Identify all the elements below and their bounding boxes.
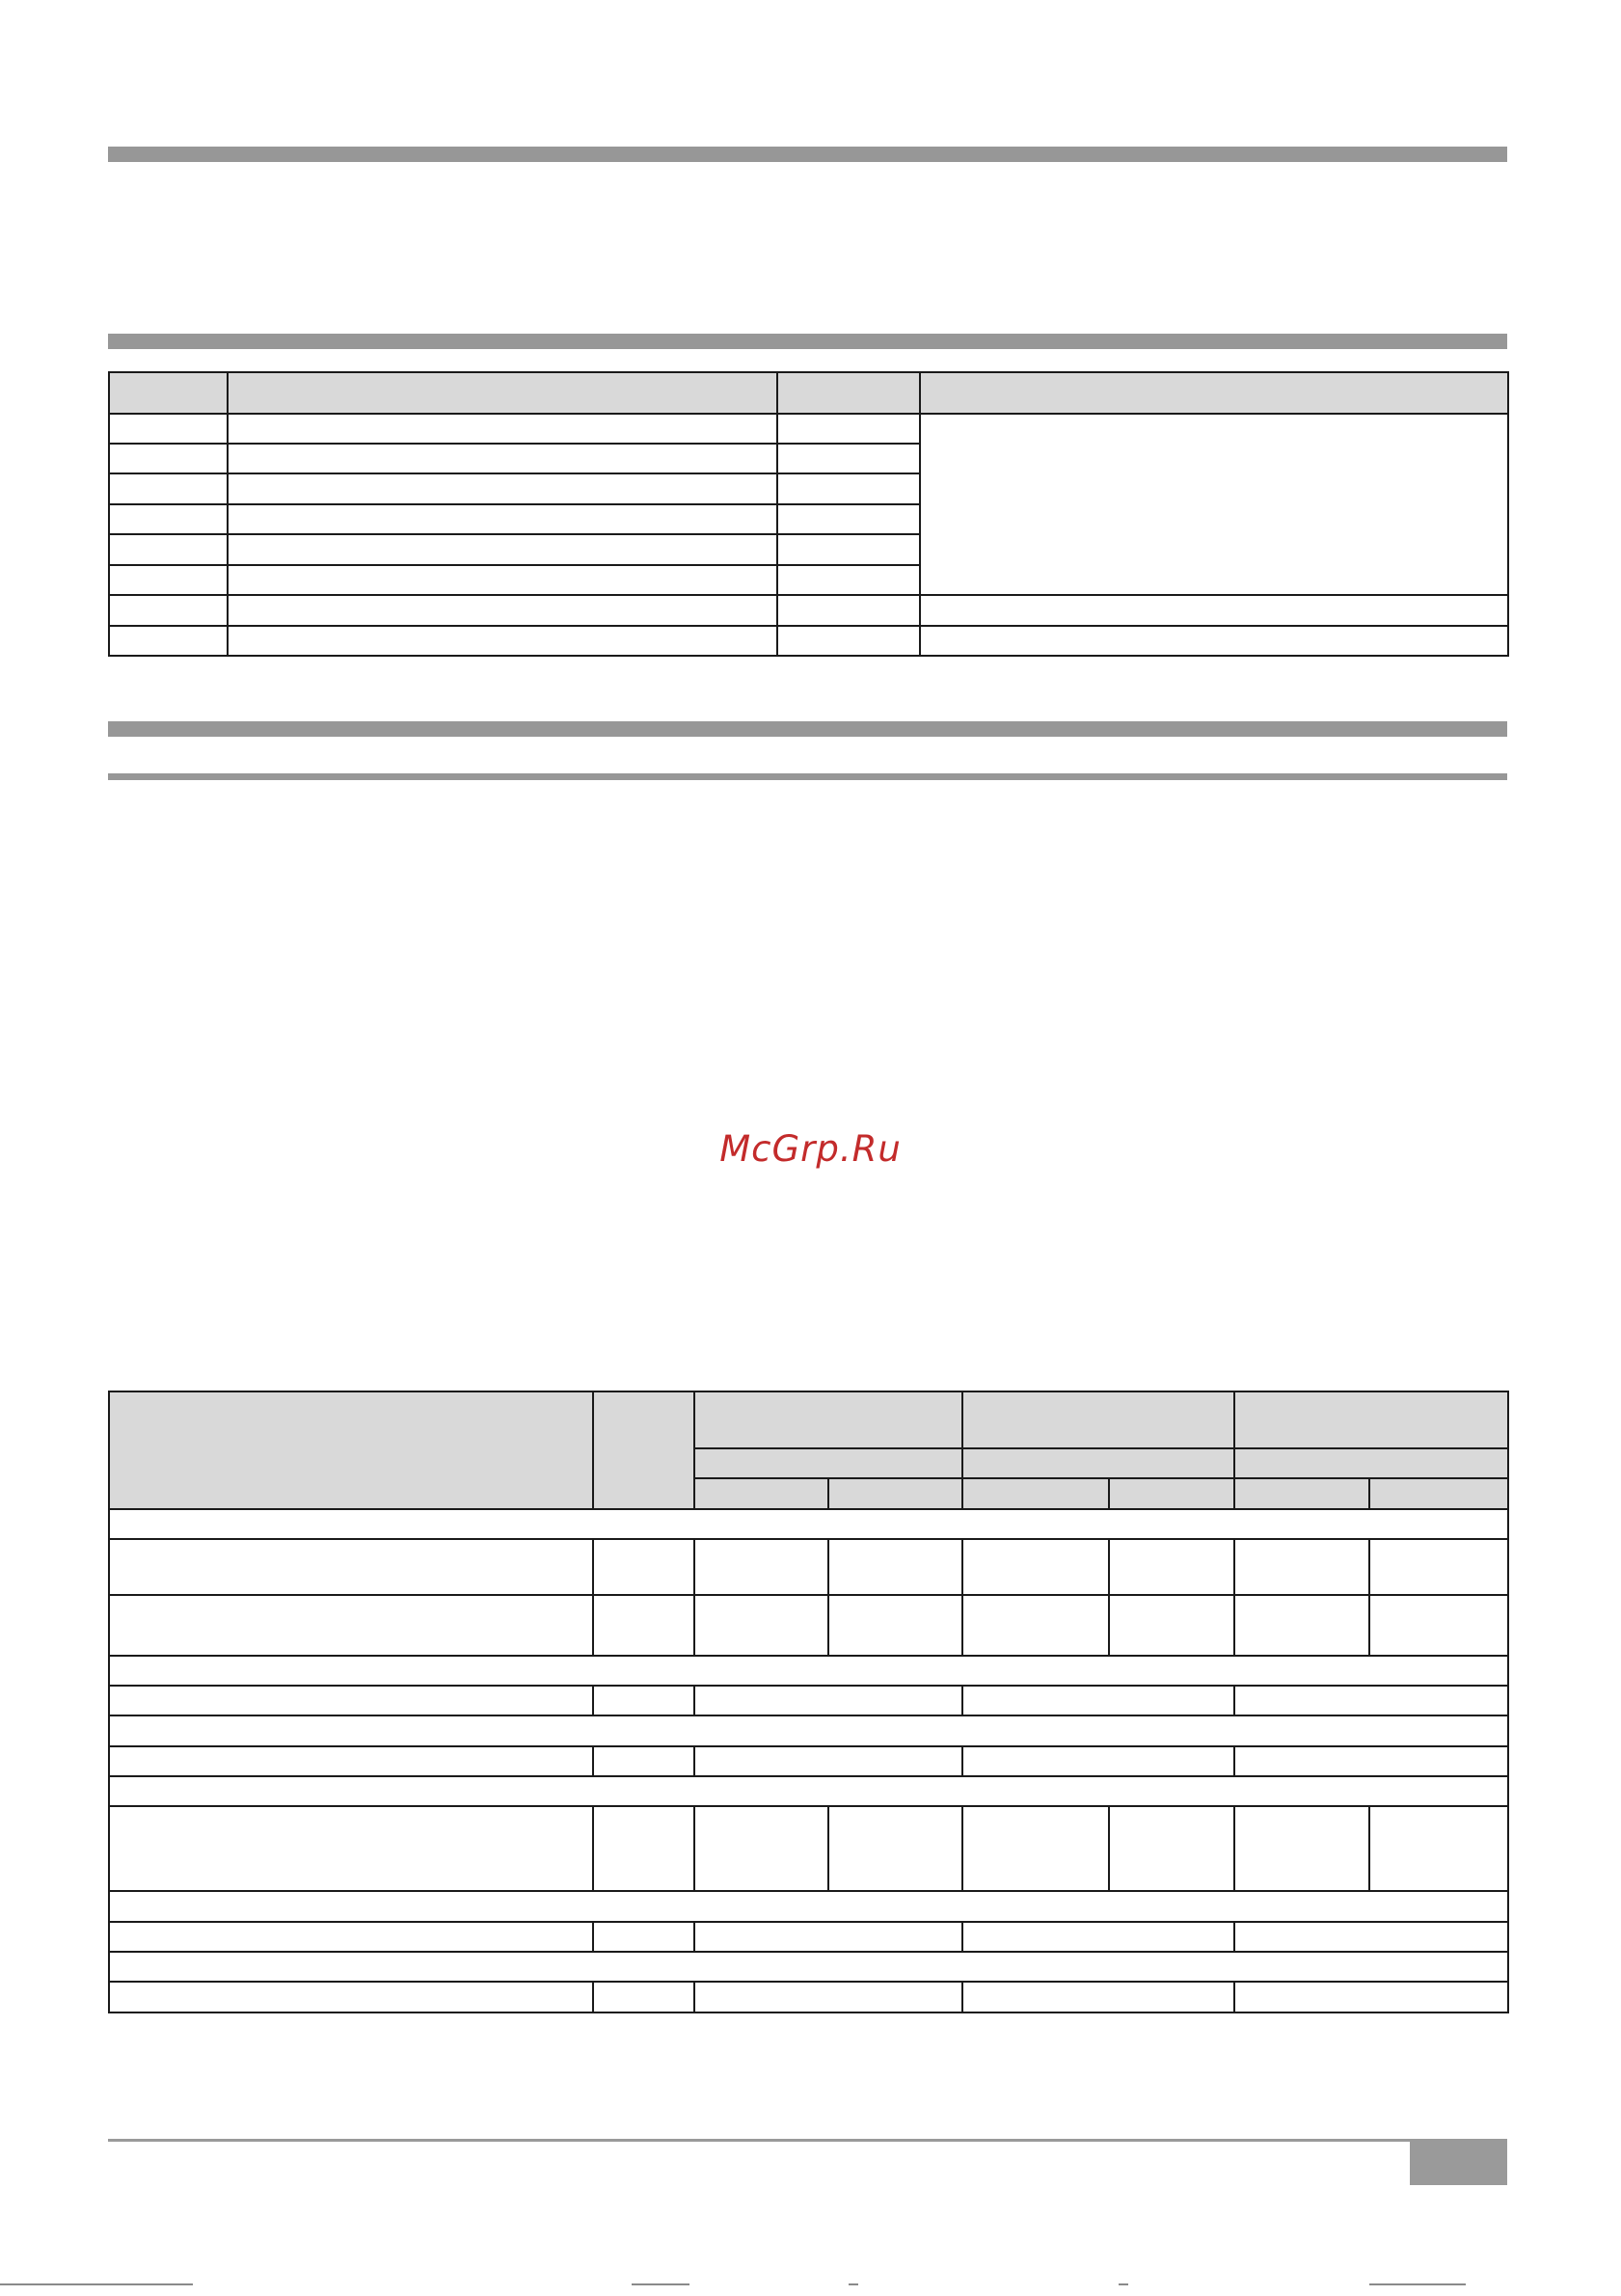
table-cell: [777, 534, 920, 565]
header-cell: [109, 372, 228, 414]
spec-table-1: [108, 371, 1509, 657]
table-cell: [777, 595, 920, 626]
section-row: [109, 1952, 1508, 1982]
section-cell: [109, 1952, 1508, 1982]
table-cell: [694, 1982, 962, 2012]
table-cell: [593, 1595, 694, 1656]
table-row: [109, 1686, 1508, 1715]
table-cell: [109, 444, 228, 473]
table-row: [109, 1539, 1508, 1595]
section-bar-1: [108, 147, 1507, 162]
footer-rule: [108, 2139, 1507, 2142]
table-cell: [109, 504, 228, 534]
table-cell: [593, 1982, 694, 2012]
table-cell: [228, 595, 777, 626]
section-row: [109, 1715, 1508, 1746]
table-row: [109, 1595, 1508, 1656]
table-cell: [777, 504, 920, 534]
table-cell: [694, 1539, 828, 1595]
header-cell: [828, 1478, 962, 1509]
table-cell: [694, 1746, 962, 1776]
header-cell: [1109, 1478, 1234, 1509]
table-cell: [109, 1806, 593, 1891]
table-cell: [1369, 1595, 1508, 1656]
header-cell-model-1: [694, 1391, 962, 1448]
table-cell: [828, 1539, 962, 1595]
header-cell: [228, 372, 777, 414]
table-cell: [962, 1539, 1109, 1595]
table-cell: [777, 626, 920, 656]
table-cell: [593, 1539, 694, 1595]
section-bar-3: [108, 721, 1507, 737]
section-row: [109, 1891, 1508, 1922]
section-bar-4: [108, 773, 1507, 780]
table-cell: [1234, 1539, 1369, 1595]
table-cell: [228, 473, 777, 504]
table-cell: [593, 1686, 694, 1715]
table-cell: [1234, 1922, 1508, 1952]
table-row: [109, 1922, 1508, 1952]
table-cell: [1109, 1806, 1234, 1891]
table-cell: [593, 1806, 694, 1891]
table-cell: [109, 595, 228, 626]
table-cell: [1109, 1595, 1234, 1656]
table-cell: [228, 626, 777, 656]
table-cell: [109, 473, 228, 504]
table-cell: [962, 1982, 1234, 2012]
scan-edge-strip: [0, 2283, 1621, 2287]
header-cell: [1234, 1478, 1369, 1509]
table-cell: [694, 1922, 962, 1952]
table-cell: [593, 1746, 694, 1776]
spec-table-2: [108, 1391, 1509, 2013]
table-cell: [1234, 1746, 1508, 1776]
table-cell: [228, 444, 777, 473]
table-cell: [109, 414, 228, 444]
table-cell: [228, 565, 777, 595]
header-cell-parameter: [109, 1391, 593, 1509]
table-cell: [1234, 1686, 1508, 1715]
header-cell: [694, 1448, 962, 1478]
table-cell: [593, 1922, 694, 1952]
table-cell: [109, 1982, 593, 2012]
table-cell: [962, 1922, 1234, 1952]
table-cell: [228, 534, 777, 565]
table-cell: [962, 1686, 1234, 1715]
section-row: [109, 1509, 1508, 1539]
table-cell: [109, 1595, 593, 1656]
header-cell: [777, 372, 920, 414]
merged-note-cell: [920, 414, 1508, 595]
section-cell: [109, 1715, 1508, 1746]
table-header-row: [109, 1391, 1508, 1448]
table-cell: [777, 444, 920, 473]
table-cell: [109, 1686, 593, 1715]
section-cell: [109, 1509, 1508, 1539]
table-cell: [777, 565, 920, 595]
table-cell: [920, 595, 1508, 626]
header-cell: [962, 1478, 1109, 1509]
header-cell-unit: [593, 1391, 694, 1509]
table-cell: [228, 414, 777, 444]
table-cell: [962, 1806, 1109, 1891]
table-row: [109, 1746, 1508, 1776]
table-row: [109, 414, 1508, 444]
header-cell: [920, 372, 1508, 414]
table-cell: [828, 1806, 962, 1891]
table-cell: [109, 1746, 593, 1776]
table-cell: [962, 1595, 1109, 1656]
watermark-text: McGrp.Ru: [719, 1128, 902, 1170]
table-cell: [228, 504, 777, 534]
table-cell: [1369, 1806, 1508, 1891]
table-cell: [109, 534, 228, 565]
table-row: [109, 595, 1508, 626]
header-cell: [1369, 1478, 1508, 1509]
section-bar-2: [108, 334, 1507, 349]
page-number-tab: [1410, 2141, 1507, 2185]
section-cell: [109, 1656, 1508, 1686]
table-cell: [694, 1806, 828, 1891]
header-cell: [1234, 1448, 1508, 1478]
table-cell: [109, 1539, 593, 1595]
section-row: [109, 1656, 1508, 1686]
table-cell: [109, 626, 228, 656]
table-row: [109, 1982, 1508, 2012]
section-row: [109, 1776, 1508, 1806]
header-cell: [694, 1478, 828, 1509]
section-cell: [109, 1891, 1508, 1922]
table-cell: [1234, 1806, 1369, 1891]
table-cell: [1234, 1595, 1369, 1656]
table-cell: [777, 473, 920, 504]
table-cell: [962, 1746, 1234, 1776]
table-cell: [777, 414, 920, 444]
table-row: [109, 1806, 1508, 1891]
table-cell: [109, 565, 228, 595]
table-cell: [920, 626, 1508, 656]
table-cell: [1109, 1539, 1234, 1595]
table-cell: [828, 1595, 962, 1656]
table-cell: [1234, 1982, 1508, 2012]
table-row: [109, 626, 1508, 656]
table-cell: [109, 1922, 593, 1952]
header-cell: [962, 1448, 1234, 1478]
table-cell: [694, 1686, 962, 1715]
header-cell-model-2: [962, 1391, 1234, 1448]
table-header-row: [109, 372, 1508, 414]
header-cell-model-3: [1234, 1391, 1508, 1448]
table-cell: [694, 1595, 828, 1656]
section-cell: [109, 1776, 1508, 1806]
table-cell: [1369, 1539, 1508, 1595]
